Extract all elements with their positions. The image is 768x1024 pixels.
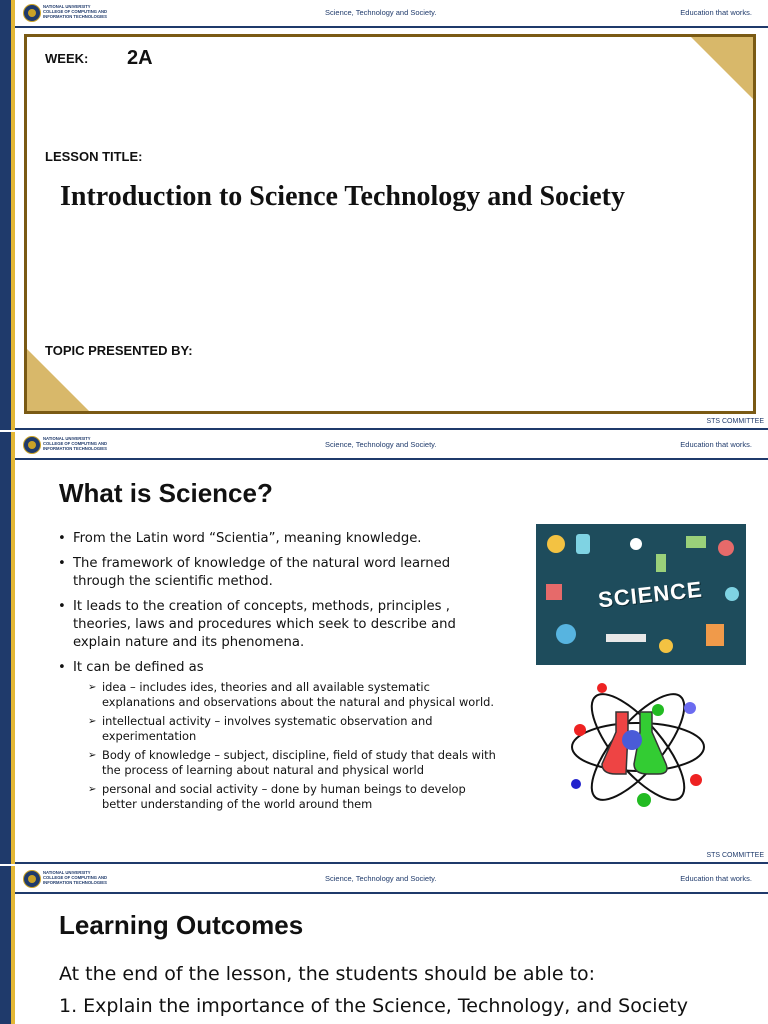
tagline: Education that works. bbox=[680, 8, 752, 17]
week-label: WEEK: bbox=[45, 51, 89, 66]
frame-corner-top-right bbox=[691, 37, 753, 99]
left-accent-stripe bbox=[11, 432, 15, 864]
science-word: SCIENCE bbox=[596, 576, 704, 613]
bullet-list bbox=[58, 530, 498, 816]
atom-flask-image bbox=[566, 672, 710, 822]
left-accent-bar bbox=[0, 432, 11, 864]
presented-by-label: TOPIC PRESENTED BY: bbox=[45, 343, 193, 358]
school-name: NATIONAL UNIVERSITY COLLEGE OF COMPUTING AND INFORMATION TECHNOLOGIES bbox=[43, 4, 108, 19]
tagline: Education that works. bbox=[680, 440, 752, 449]
slide-footer bbox=[15, 850, 768, 860]
week-value: 2A bbox=[127, 47, 153, 69]
course-name: Science, Technology and Society. bbox=[325, 874, 437, 883]
university-logo-icon bbox=[23, 436, 41, 454]
slide-title: Learning Outcomes bbox=[59, 910, 304, 940]
footer-divider bbox=[15, 428, 768, 430]
slide-1 bbox=[0, 0, 768, 430]
slide-3 bbox=[0, 866, 768, 1024]
header-divider bbox=[15, 458, 768, 460]
school-name: NATIONAL UNIVERSITY COLLEGE OF COMPUTING AND INFORMATION TECHNOLOGIES bbox=[43, 870, 108, 885]
slide-header bbox=[15, 866, 768, 894]
left-accent-stripe bbox=[11, 0, 15, 430]
slide-header bbox=[15, 0, 768, 28]
bullet-item: • It leads to the creation of concepts, methods, principles , theories, laws and procedures which seek to describe and explain nature and its phenomena. bbox=[58, 598, 498, 652]
frame-corner-bottom-left bbox=[27, 349, 89, 411]
course-name: Science, Technology and Society. bbox=[325, 440, 437, 449]
sub-bullet-item: ➢ intellectual activity – involves systematic observation and experimentation bbox=[88, 714, 498, 744]
bullet-item: • The framework of knowledge of the natural word learned through the scientific method. bbox=[58, 555, 498, 591]
university-logo-icon bbox=[23, 870, 41, 888]
sub-bullet-item: ➢ idea – includes ides, theories and all available systematic explanations and observations about the natural and physical world. bbox=[88, 680, 498, 710]
footer-label: STS COMMITTEE bbox=[706, 852, 764, 859]
lesson-title: Introduction to Science Technology and Society bbox=[60, 181, 625, 212]
slide-footer bbox=[15, 416, 768, 426]
header-divider bbox=[15, 26, 768, 28]
outcome-item: 1. Explain the importance of the Science, Technology, and Society bbox=[59, 995, 688, 1017]
title-frame bbox=[24, 34, 756, 414]
footer-label: STS COMMITTEE bbox=[706, 418, 764, 425]
course-name: Science, Technology and Society. bbox=[325, 8, 437, 17]
footer-divider bbox=[15, 862, 768, 864]
university-logo-icon bbox=[23, 4, 41, 22]
left-accent-bar bbox=[0, 866, 11, 1024]
sub-bullet-item: ➢ personal and social activity – done by human beings to develop better understanding of the world around them bbox=[88, 782, 498, 812]
science-doodle-image bbox=[536, 524, 746, 665]
bullet-item: • It can be defined as bbox=[58, 659, 498, 677]
header-divider bbox=[15, 892, 768, 894]
school-name: NATIONAL UNIVERSITY COLLEGE OF COMPUTING AND INFORMATION TECHNOLOGIES bbox=[43, 436, 108, 451]
tagline: Education that works. bbox=[680, 874, 752, 883]
slide-header bbox=[15, 432, 768, 460]
left-accent-bar bbox=[0, 0, 11, 430]
sub-bullet-item: ➢ Body of knowledge – subject, discipline, field of study that deals with the process of learning about natural and physical world bbox=[88, 748, 498, 778]
slide-2 bbox=[0, 432, 768, 864]
intro-text: At the end of the lesson, the students should be able to: bbox=[59, 963, 596, 985]
bullet-item: • From the Latin word “Scientia”, meaning knowledge. bbox=[58, 530, 498, 548]
lesson-title-label: LESSON TITLE: bbox=[45, 149, 143, 164]
slide-title: What is Science? bbox=[59, 478, 273, 508]
